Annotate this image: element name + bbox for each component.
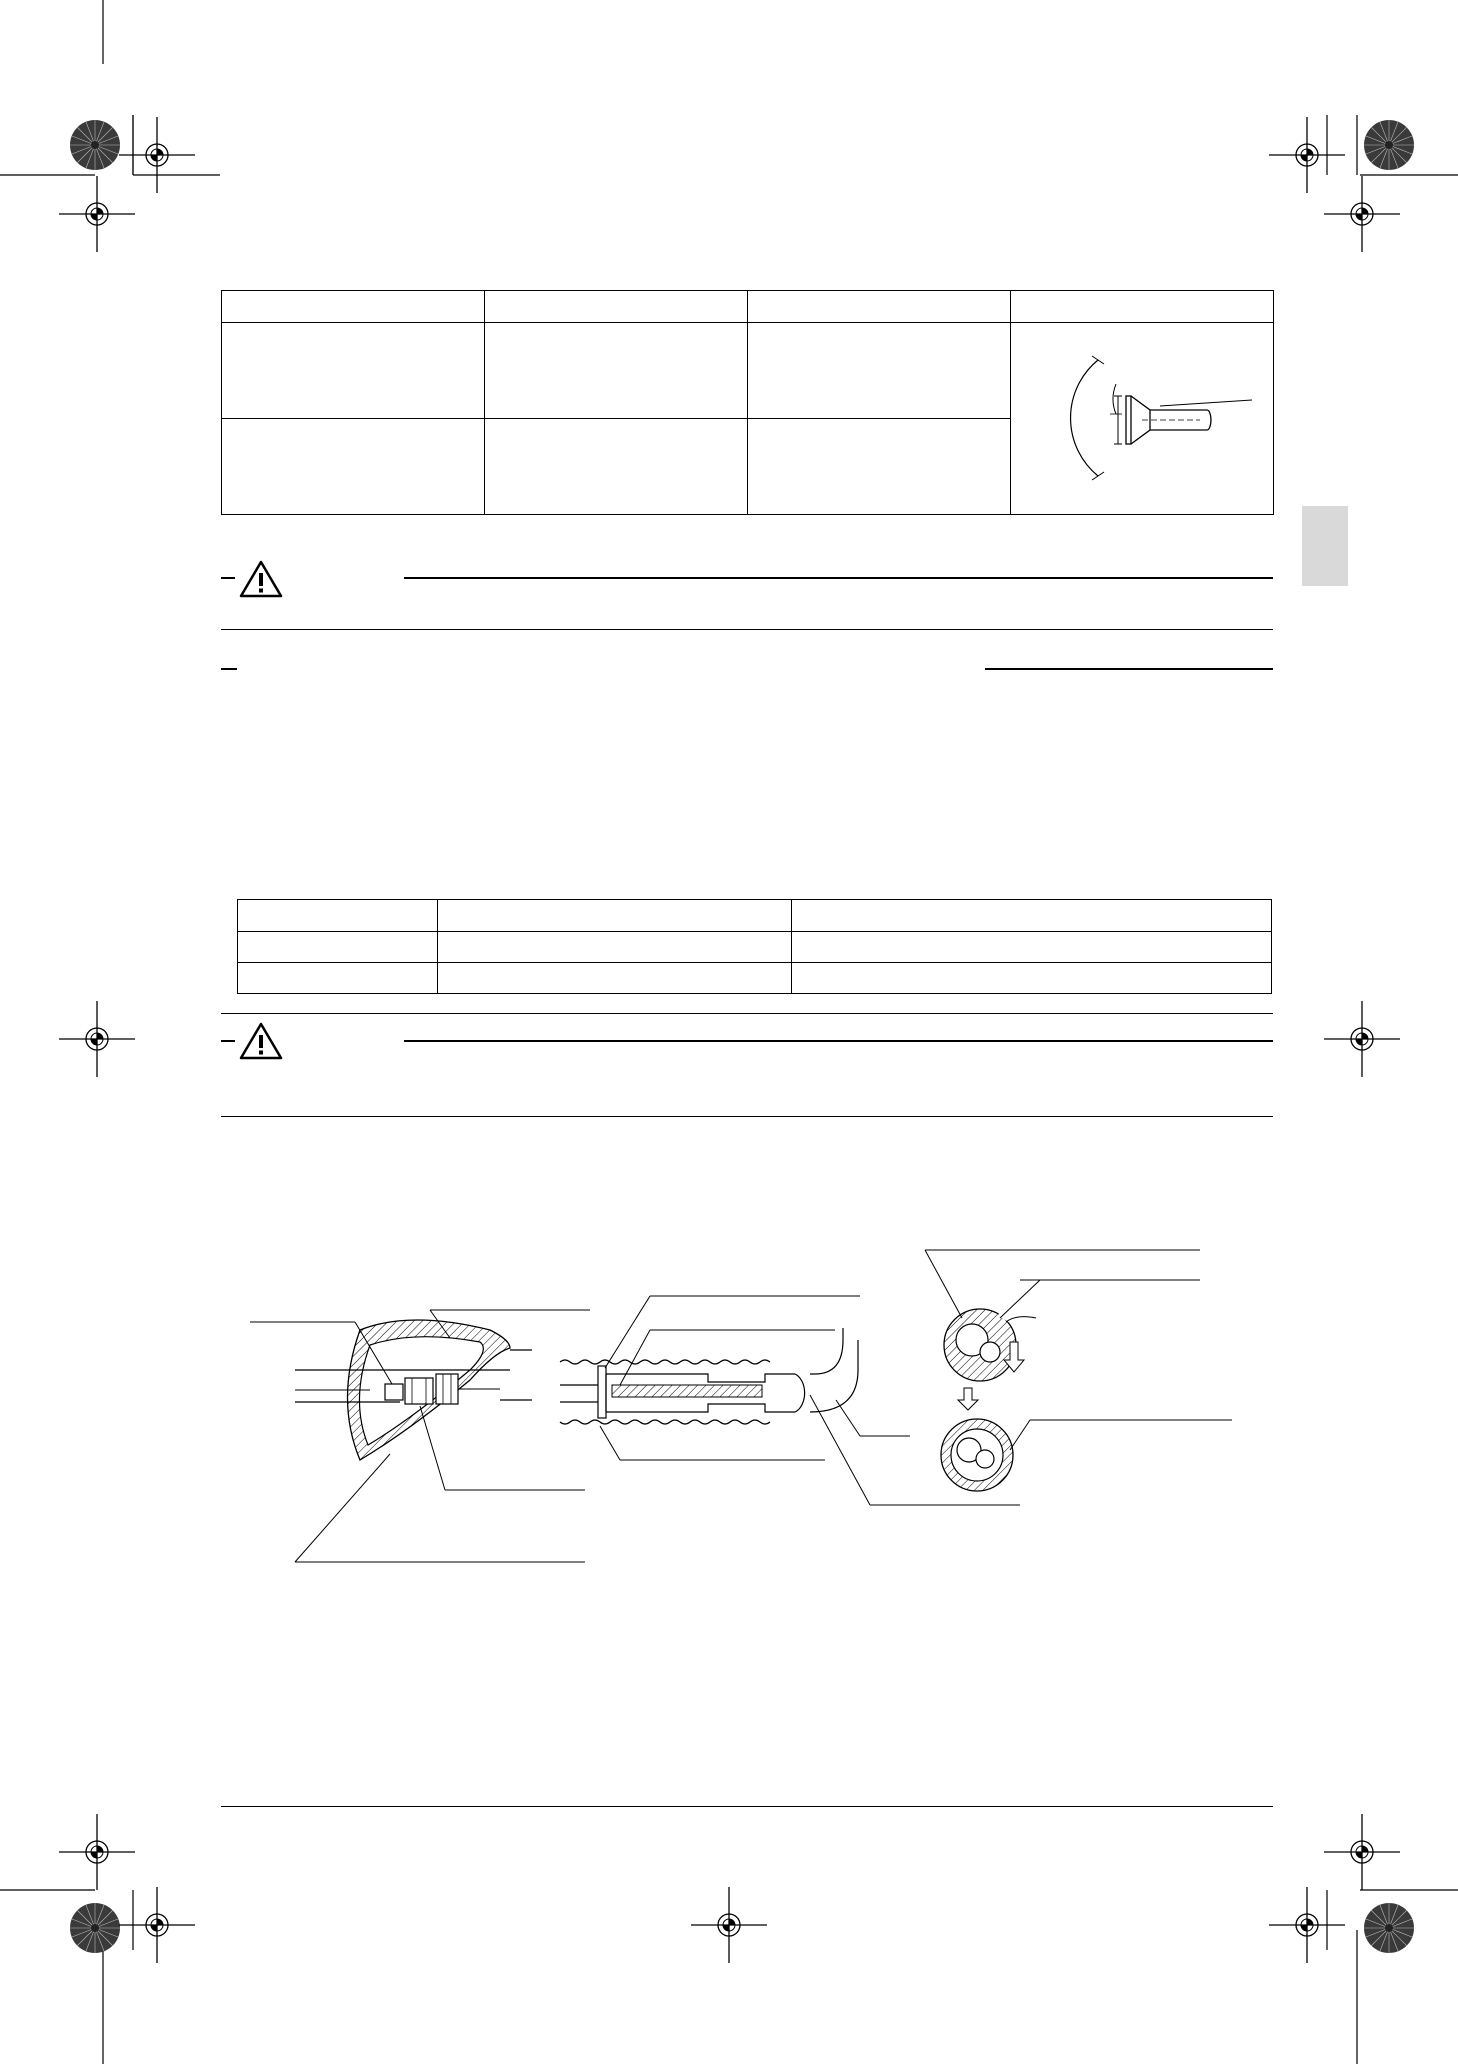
flare-dimension-table [221,290,1274,515]
crosshair-icon [59,1001,135,1077]
radial-wheel-icon [1364,120,1414,170]
crosshair-icon [1269,1887,1345,1963]
radial-wheel-icon [70,1903,120,1953]
tightening-torque-table [237,899,1272,994]
crosshair-icon [691,1887,767,1963]
warning-triangle-icon [238,1021,284,1061]
warning-triangle-icon [238,559,284,599]
table-cell [222,419,485,515]
table-cell [238,932,438,963]
table-cell [438,963,792,994]
radial-wheel-icon [1364,1903,1414,1953]
table-cell [238,963,438,994]
footer-rule [221,1806,1273,1807]
table-cell [792,932,1272,963]
table-cell [792,963,1272,994]
table-cell [748,419,1011,515]
table-cell [438,932,792,963]
crosshair-icon [1269,117,1345,193]
radial-wheel-icon [70,120,120,170]
table-cell [485,323,748,419]
flare-nut-insulation-drawing [250,1310,590,1562]
crosshair-icon [119,117,195,193]
pipe-insulation-diagram [240,1240,1340,1580]
table-cell [222,323,485,419]
crosshair-icon [119,1887,195,1963]
crosshair-icon [1324,1814,1400,1890]
table-cell [748,323,1011,419]
chapter-thumb-tab [1302,506,1348,586]
table-header-cell [222,291,485,323]
table-header-cell [438,900,792,932]
table-header-cell [238,900,438,932]
table-header-cell [485,291,748,323]
table-cell [485,419,748,515]
table-header-cell [748,291,1011,323]
crosshair-icon [59,1814,135,1890]
table-header-cell [792,900,1272,932]
flare-drawing-cell [1011,323,1274,515]
flare-dimension-diagram [1022,344,1262,494]
crosshair-icon [1324,1001,1400,1077]
crosshair-icon [1324,176,1400,252]
cross-section-drawing [925,1250,1232,1491]
crosshair-icon [59,176,135,252]
table-header-cell [1011,291,1274,323]
